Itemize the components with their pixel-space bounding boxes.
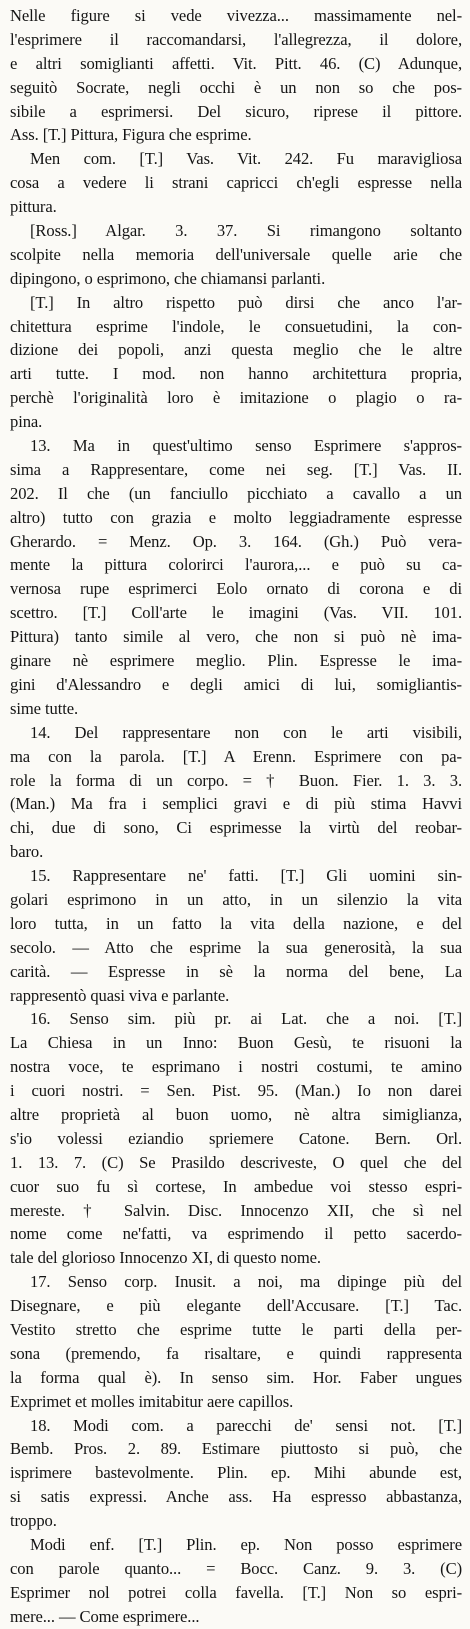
text-line: [Ross.] Algar. 3. 37. Si rimangono soltanto <box>30 221 462 241</box>
text-line: scettro. [T.] Coll'arte le imagini (Vas. VII. 101. <box>10 603 462 623</box>
text-line: tale del glorioso Innocenzo XI, di questo nome. <box>10 1248 321 1268</box>
text-line: chitettura esprime l'indole, le consuetudini, la con- <box>10 316 462 336</box>
text-line: Pittura) tanto simile al vero, che non si può nè ima- <box>10 627 462 647</box>
text-line: chi, due di sono, Ci esprimesse la virtù del reobar- <box>10 818 462 838</box>
text-line: altre proprietà al buon uomo, nè altra simiglianza, <box>10 1104 462 1124</box>
text-line: arti tutte. I mod. non hanno architettura propria, <box>10 364 462 384</box>
text-line: scolpite nella memoria dell'universale quelle arie che <box>10 244 462 264</box>
text-line: nome come ne'fatti, va esprimendo il petto sacerdo- <box>10 1224 462 1244</box>
text-line: 14. Del rappresentare non con le arti visibili, <box>30 722 462 742</box>
text-line: mereste. † Salvin. Disc. Innocenzo XII, che sì nel <box>10 1200 462 1220</box>
text-line: 1. 13. 7. (C) Se Prasildo descriveste, O quel che del <box>10 1152 462 1172</box>
text-line: (Man.) Ma fra i semplici gravi e di più stima Havvi <box>10 794 462 814</box>
text-line: con parole quanto... = Bocc. Canz. 9. 3. (C) <box>10 1558 462 1578</box>
text-line: s'io volessi eziandio spriemere Catone. Bern. Orl. <box>10 1128 462 1148</box>
text-line: Esprimer nol potrei colla favella. [T.] Non so espri- <box>10 1582 462 1602</box>
text-line: perchè l'originalità loro è imitazione o plagio o ra- <box>10 388 462 408</box>
text-line: ma con la parola. [T.] A Erenn. Esprimere con pa- <box>10 746 462 766</box>
text-line: Men com. [T.] Vas. Vit. 242. Fu maravigliosa <box>30 149 462 169</box>
text-line: loro tutta, in un fatto la vita della nazione, e del <box>10 913 462 933</box>
text-line: sima a Rappresentare, come nei seg. [T.] Vas. II. <box>10 459 462 479</box>
text-line: mere... — Come esprimere... <box>10 1606 200 1626</box>
text-line: golari esprimono in un atto, in un silenzio la vita <box>10 889 462 909</box>
text-line: sime tutte. <box>10 698 79 718</box>
text-line: dizione dei popoli, anzi questa meglio che le altre <box>10 340 462 360</box>
text-line: 202. Il che (un fanciullo picchiato a cavallo a un <box>10 483 462 503</box>
text-line: ginare nè esprimere meglio. Plin. Espresse le ima- <box>10 651 462 671</box>
text-line: isprimere bastevolmente. Plin. ep. Mihi abunde est, <box>10 1463 462 1483</box>
text-line: carità. — Espresse in sè la norma del bene, La <box>10 961 462 981</box>
text-line: rappresentò quasi viva e parlante. <box>10 985 230 1005</box>
text-line: pina. <box>10 412 43 432</box>
text-line: sona (premendo, fa risaltare, e quindi rappresenta <box>10 1343 462 1363</box>
text-line: cuor suo fu sì cortese, In ambedue voi stesso espri- <box>10 1176 462 1196</box>
text-line: Bemb. Pros. 2. 89. Estimare piuttosto si può, che <box>10 1439 462 1459</box>
text-line: role la forma di un corpo. = † Buon. Fier. 1. 3. 3. <box>10 770 462 790</box>
text-line: seguitò Socrate, negli occhi è un non so che pos- <box>10 77 462 97</box>
text-line: altro) tutto con grazia e molto leggiadramente espresse <box>10 507 462 527</box>
text-line: Gherardo. = Menz. Op. 3. 164. (Gh.) Può vera- <box>10 531 462 551</box>
text-line: La Chiesa in un Inno: Buon Gesù, te risuoni la <box>10 1033 462 1053</box>
text-line: i cuori nostri. = Sen. Pist. 95. (Man.) Io non darei <box>10 1081 462 1101</box>
text-line: 15. Rappresentare ne' fatti. [T.] Gli uomini sin- <box>30 866 462 886</box>
text-line: gini d'Alessandro e degli amici di lui, somigliantis- <box>10 674 462 694</box>
text-line: 16. Senso sim. più pr. ai Lat. che a noi. [T.] <box>30 1009 462 1029</box>
text-line: pittura. <box>10 197 57 217</box>
text-line: sibile a esprimersi. Del sicuro, riprese il pittore. <box>10 101 462 121</box>
text-line: Modi enf. [T.] Plin. ep. Non posso esprimere <box>30 1535 462 1554</box>
text-line: dipingono, o esprimono, che chiamansi parlanti. <box>10 268 326 288</box>
text-line: Disegnare, e più elegante dell'Accusare. [T.] Tac. <box>10 1296 462 1316</box>
text-line: nostra voce, te esprimano i nostri costumi, te amino <box>10 1057 462 1077</box>
text-line: cosa a vedere li strani capricci ch'egli espresse nella <box>10 173 462 193</box>
dictionary-entry-text <box>10 4 462 1629</box>
text-line: e altri somiglianti affetti. Vit. Pitt. 46. (C) Adunque, <box>10 53 462 73</box>
text-line: Nelle figure si vede vivezza... massimamente nel- <box>10 6 462 25</box>
text-line: 17. Senso corp. Inusit. a noi, ma dipinge più del <box>30 1272 462 1292</box>
text-line: mente la pittura colorirci l'aurora,... e può su ca- <box>10 555 462 575</box>
text-line: Ass. [T.] Pittura, Figura che esprime. <box>10 125 252 145</box>
text-line: Exprimet et molles imitabitur aere capillos. <box>10 1391 294 1411</box>
text-line: troppo. <box>10 1511 57 1531</box>
text-line: si satis expressi. Anche ass. Ha espresso abbastanza, <box>10 1487 462 1507</box>
text-line: Vestito stretto che esprime tutte le parti della per- <box>10 1319 462 1339</box>
text-line: [T.] In altro rispetto può dirsi che anco l'ar- <box>30 292 462 312</box>
text-line: vernosa rupe esprimerci Eolo ornato di corona e di <box>10 579 462 599</box>
text-line: la forma qual è). In senso sim. Hor. Faber ungues <box>10 1367 462 1387</box>
text-line: 13. Ma in quest'ultimo senso Esprimere s'appros- <box>30 436 462 456</box>
text-line: baro. <box>10 842 44 862</box>
text-line: l'esprimere il raccomandarsi, l'allegrezza, il dolore, <box>10 29 462 49</box>
text-line: secolo. — Atto che esprime la sua generosità, la sua <box>10 937 462 957</box>
text-line: 18. Modi com. a parecchi de' sensi not. [T.] <box>30 1415 462 1435</box>
